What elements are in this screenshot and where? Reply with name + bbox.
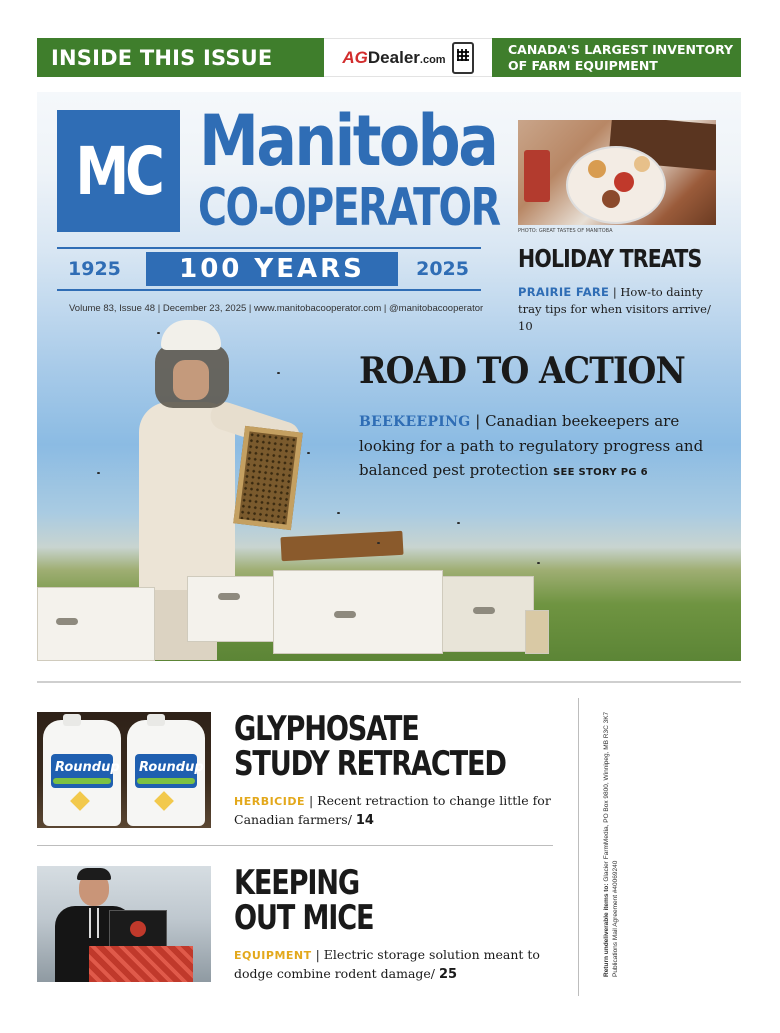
- banner-right-panel: [492, 38, 741, 77]
- roundup-label: Roundup: [55, 760, 120, 775]
- anniversary-band: [57, 247, 481, 291]
- year-end: 2025: [416, 258, 469, 280]
- beehive: [525, 610, 549, 654]
- holiday-treats-teaser: PRAIRIE FARE | How-to dainty tray tips for when visitors arrive/ 10: [518, 285, 711, 333]
- beehive: [273, 570, 443, 654]
- bee: [277, 372, 280, 374]
- holiday-text: How-to dainty tray tips for when visitors arrive/ 10: [518, 285, 711, 333]
- glyphosate-story-title[interactable]: GLYPHOSATE STUDY RETRACTED: [234, 709, 506, 784]
- mice-text: Electric storage solution meant to dodge combine rodent damage/: [234, 947, 540, 981]
- bee: [377, 542, 380, 544]
- mice-kicker: EQUIPMENT: [234, 949, 312, 962]
- mice-photo[interactable]: [37, 866, 211, 982]
- masthead-title-line2: CO-OPERATOR: [198, 178, 500, 238]
- banner-right-line2: OF FARM EQUIPMENT: [508, 57, 658, 73]
- bee: [537, 562, 540, 564]
- holiday-treats-photo[interactable]: [518, 120, 716, 225]
- banner-left-text: INSIDE THIS ISSUE: [51, 45, 273, 70]
- hive-lid: [280, 531, 403, 561]
- glyphosate-kicker: HERBICIDE: [234, 795, 305, 808]
- beehive: [37, 587, 155, 661]
- glyphosate-page-ref[interactable]: 14: [355, 813, 374, 828]
- divider: [37, 845, 553, 846]
- anniversary-label: 100 YEARS: [146, 252, 398, 286]
- banner-left-panel: [37, 38, 324, 77]
- year-start: 1925: [68, 258, 121, 280]
- cover-story-kicker: BEEKEEPING: [359, 414, 471, 430]
- bee: [457, 522, 460, 524]
- mailing-info: Return undeliverable items to: Glacier FarmMedia, PO Box 9800, Winnipeg, MB R3C 3K7 Publications Mail Agreement #40069240: [603, 711, 619, 977]
- see-story-link[interactable]: SEE STORY PG 6: [552, 467, 648, 478]
- issue-info: Volume 83, Issue 48 | December 23, 2025 | www.manitobacooperator.com | @manitobacooperator: [69, 303, 484, 314]
- honeycomb-frame: [233, 426, 303, 530]
- photo-credit: PHOTO: GREAT TASTES OF MANITOBA: [518, 228, 613, 234]
- inside-this-issue-banner[interactable]: [37, 38, 741, 77]
- roundup-label: Roundup: [139, 760, 204, 775]
- holiday-kicker: PRAIRIE FARE: [518, 285, 610, 299]
- agdealer-ad[interactable]: [324, 38, 492, 77]
- bee: [307, 452, 310, 454]
- holiday-treats-title[interactable]: HOLIDAY TREATS: [518, 244, 702, 273]
- mc-logo: MC: [57, 110, 180, 232]
- cover-story-teaser: BEEKEEPING | Canadian beekeepers are looking for a path to regulatory progress and balanced pest protection SEE STORY PG 6: [359, 412, 704, 479]
- cover-story-text: Canadian beekeepers are looking for a path to regulatory progress and balanced pest protection: [359, 412, 704, 479]
- mice-story-title[interactable]: KEEPING OUT MICE: [234, 863, 374, 938]
- bee: [97, 472, 100, 474]
- beehive: [187, 576, 275, 642]
- bee: [157, 332, 160, 334]
- bee: [337, 512, 340, 514]
- phone-qr-icon: [452, 42, 474, 74]
- divider: [37, 681, 741, 683]
- beehive: [442, 576, 534, 652]
- banner-right-line1: CANADA'S LARGEST INVENTORY: [508, 41, 734, 57]
- glyphosate-photo[interactable]: [37, 712, 211, 828]
- vertical-divider: [578, 698, 579, 996]
- masthead-title-line1: Manitoba: [199, 100, 497, 182]
- mice-page-ref[interactable]: 25: [439, 967, 458, 982]
- cover-hero: [37, 92, 741, 661]
- mice-story-teaser: EQUIPMENT | Electric storage solution meant to dodge combine rodent damage/ 25: [234, 947, 540, 982]
- cover-story-title[interactable]: ROAD TO ACTION: [359, 350, 685, 392]
- glyphosate-text: Recent retraction to change little for Canadian farmers/: [234, 793, 551, 827]
- agdealer-logo: AGDealer.com: [342, 47, 446, 67]
- glyphosate-story-teaser: HERBICIDE | Recent retraction to change little for Canadian farmers/ 14: [234, 793, 551, 828]
